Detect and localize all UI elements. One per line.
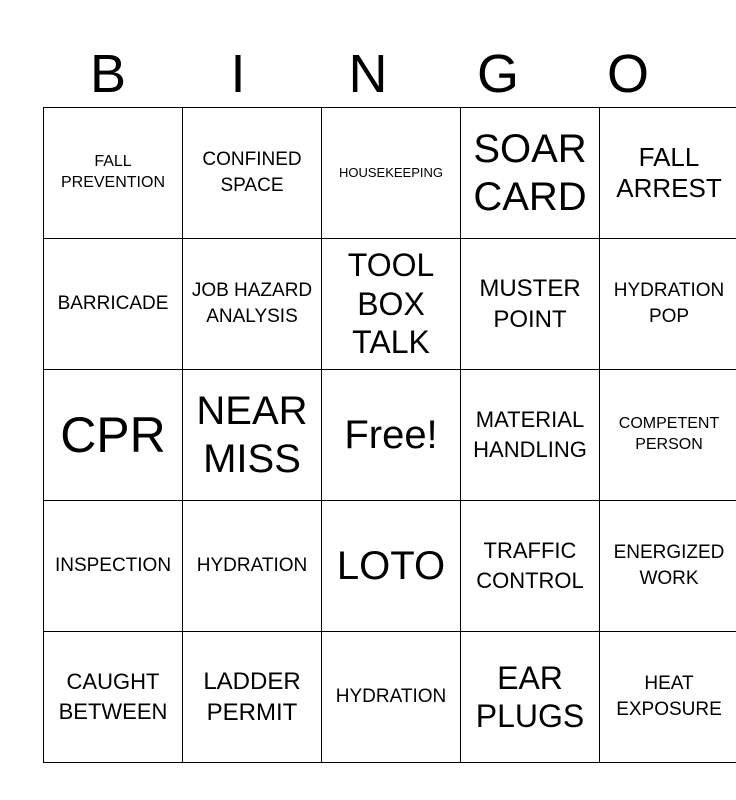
bingo-cell[interactable]: HYDRATION POP — [600, 239, 736, 370]
bingo-cell[interactable]: FALL ARREST — [600, 108, 736, 239]
bingo-cell[interactable]: LOTO — [322, 501, 461, 632]
bingo-cell[interactable]: INSPECTION — [44, 501, 183, 632]
bingo-cell[interactable]: EAR PLUGS — [461, 632, 600, 763]
board-row — [44, 239, 736, 370]
header-letter-b: B — [89, 44, 127, 104]
header-letter-n: N — [348, 44, 388, 104]
bingo-cell[interactable]: TOOL BOX TALK — [322, 239, 461, 370]
bingo-cell[interactable]: MUSTER POINT — [461, 239, 600, 370]
bingo-cell[interactable]: SOAR CARD — [461, 108, 600, 239]
bingo-cell free-space[interactable]: Free! — [322, 370, 461, 501]
bingo-cell[interactable]: COMPETENT PERSON — [600, 370, 736, 501]
header-letter-o: O — [606, 44, 649, 104]
header-letter-g: G — [476, 44, 519, 104]
bingo-cell[interactable]: HEAT EXPOSURE — [600, 632, 736, 763]
bingo-cell[interactable]: CPR — [44, 370, 183, 501]
bingo-cell[interactable]: FALL PREVENTION — [44, 108, 183, 239]
board-row — [44, 632, 736, 763]
bingo-cell[interactable]: ENERGIZED WORK — [600, 501, 736, 632]
bingo-cell[interactable]: HOUSEKEEPING — [322, 108, 461, 239]
bingo-cell[interactable]: JOB HAZARD ANALYSIS — [183, 239, 322, 370]
header-letter-i: I — [230, 44, 246, 104]
bingo-cell[interactable]: TRAFFIC CONTROL — [461, 501, 600, 632]
board-row — [44, 370, 736, 501]
bingo-cell[interactable]: LADDER PERMIT — [183, 632, 322, 763]
bingo-cell[interactable]: BARRICADE — [44, 239, 183, 370]
bingo-cell[interactable]: HYDRATION — [322, 632, 461, 763]
bingo-cell[interactable]: CAUGHT BETWEEN — [44, 632, 183, 763]
bingo-header — [43, 40, 693, 108]
bingo-cell[interactable]: MATERIAL HANDLING — [461, 370, 600, 501]
bingo-cell[interactable]: HYDRATION — [183, 501, 322, 632]
board-row — [44, 108, 736, 239]
bingo-board — [43, 107, 736, 763]
bingo-cell[interactable]: CONFINED SPACE — [183, 108, 322, 239]
bingo-cell[interactable]: NEAR MISS — [183, 370, 322, 501]
board-row — [44, 501, 736, 632]
